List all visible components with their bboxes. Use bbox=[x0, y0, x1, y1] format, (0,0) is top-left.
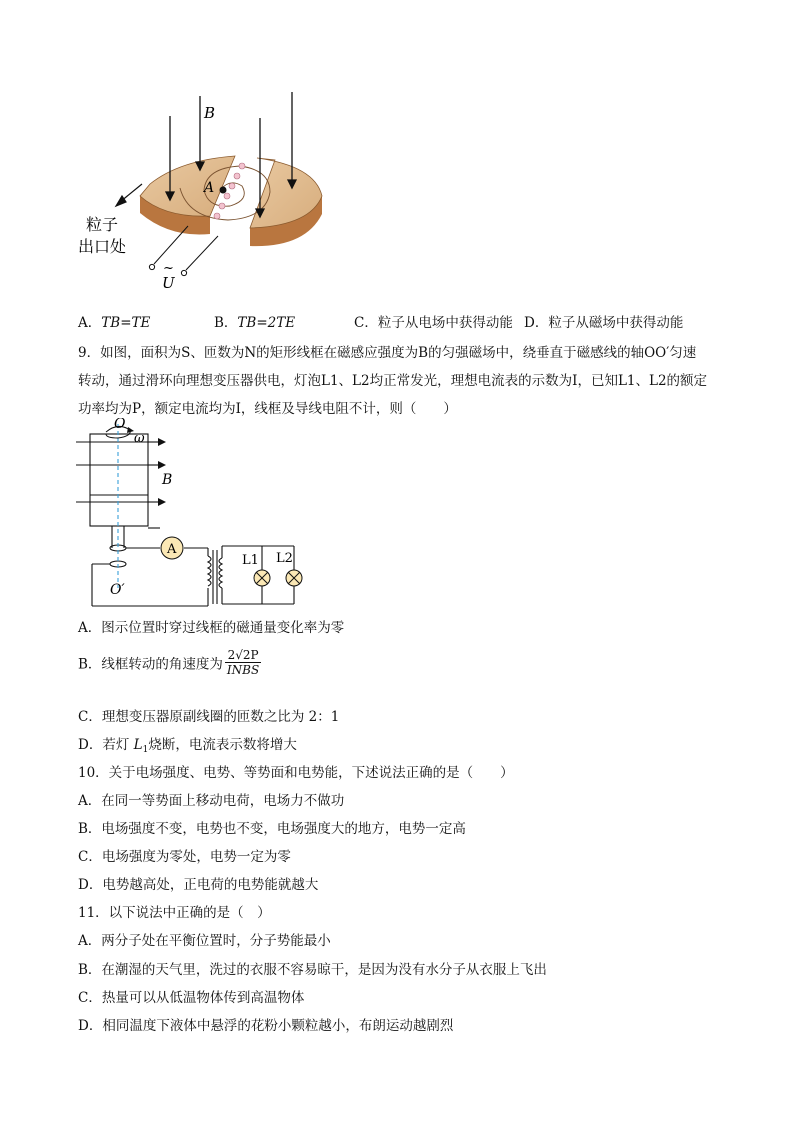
q11-option-a: A．两分子处在平衡位置时，分子势能最小 bbox=[78, 933, 331, 949]
q8-option-a: A．TB=TE bbox=[78, 315, 151, 331]
q10-option-c: C．电场强度为零处，电势一定为零 bbox=[78, 849, 291, 865]
q10-option-b: B．电场强度不变，电势也不变，电场强度大的地方，电势一定高 bbox=[78, 821, 466, 837]
q9-option-a: A．图示位置时穿过线框的磁通量变化率为零 bbox=[78, 620, 345, 636]
q11-stem: 11．以下说法中正确的是（ ） bbox=[78, 905, 271, 921]
label-l2: L2 bbox=[276, 551, 293, 566]
ammeter-label: A bbox=[167, 542, 177, 557]
q10-option-a: A．在同一等势面上移动电荷，电场力不做功 bbox=[78, 793, 345, 809]
q9-stem-line-1: 9．如图，面积为S、匝数为N的矩形线框在磁感应强度为B的匀强磁场中，绕垂直于磁感线的轴OO′匀速 bbox=[78, 345, 697, 361]
generator-circuit-figure bbox=[72, 418, 312, 608]
q11-option-c: C．热量可以从低温物体传到高温物体 bbox=[78, 990, 305, 1006]
q8-option-d: D．粒子从磁场中获得动能 bbox=[524, 315, 684, 331]
label-a: A bbox=[204, 180, 215, 196]
label-o-top: O bbox=[114, 418, 126, 432]
q9-stem-line-3: 功率均为P，额定电流均为I，线框及导线电阻不计，则（ ） bbox=[78, 401, 457, 417]
q10-stem: 10．关于电场强度、电势、等势面和电势能，下述说法正确的是（ ） bbox=[78, 765, 514, 781]
label-b: B bbox=[204, 104, 216, 122]
omega-fraction: $\frac{2√2P}{\text{INBS}}$ bbox=[226, 648, 260, 677]
label-l1: L1 bbox=[242, 553, 259, 568]
q9-stem-line-2: 转动，通过滑环向理想变压器供电，灯泡L1、L2均正常发光，理想电流表的示数为I，已知L1、L2的额定 bbox=[78, 373, 708, 389]
cyclotron-figure bbox=[70, 88, 370, 300]
q9-option-c: C．理想变压器原副线圈的匝数之比为 2：1 bbox=[78, 709, 340, 725]
q8-option-c: C．粒子从电场中获得动能 bbox=[354, 315, 513, 331]
q8-option-b: B．TB=2TE bbox=[214, 315, 296, 331]
label-o-bottom: O′ bbox=[110, 582, 125, 598]
q9-option-d: D．若灯 $L_1$烧断，电流表示数将增大 bbox=[78, 737, 297, 755]
label-exit-2: 出口处 bbox=[78, 237, 127, 256]
tilde-icon: ~ bbox=[163, 261, 174, 276]
label-u: U bbox=[162, 274, 175, 292]
q10-option-d: D．电势越高处，正电荷的电势能就越大 bbox=[78, 877, 319, 893]
q11-option-b: B．在潮湿的天气里，洗过的衣服不容易晾干，是因为没有水分子从衣服上飞出 bbox=[78, 962, 547, 978]
q11-option-d: D．相同温度下液体中悬浮的花粉小颗粒越小，布朗运动越剧烈 bbox=[78, 1018, 454, 1034]
label-b2: B bbox=[162, 472, 173, 488]
label-omega: ω bbox=[134, 431, 145, 446]
label-exit-1: 粒子 bbox=[86, 215, 119, 234]
q9-option-b: B．线框转动的角速度为 $\frac{2√2P}{\text{INBS}}$ bbox=[78, 648, 260, 677]
